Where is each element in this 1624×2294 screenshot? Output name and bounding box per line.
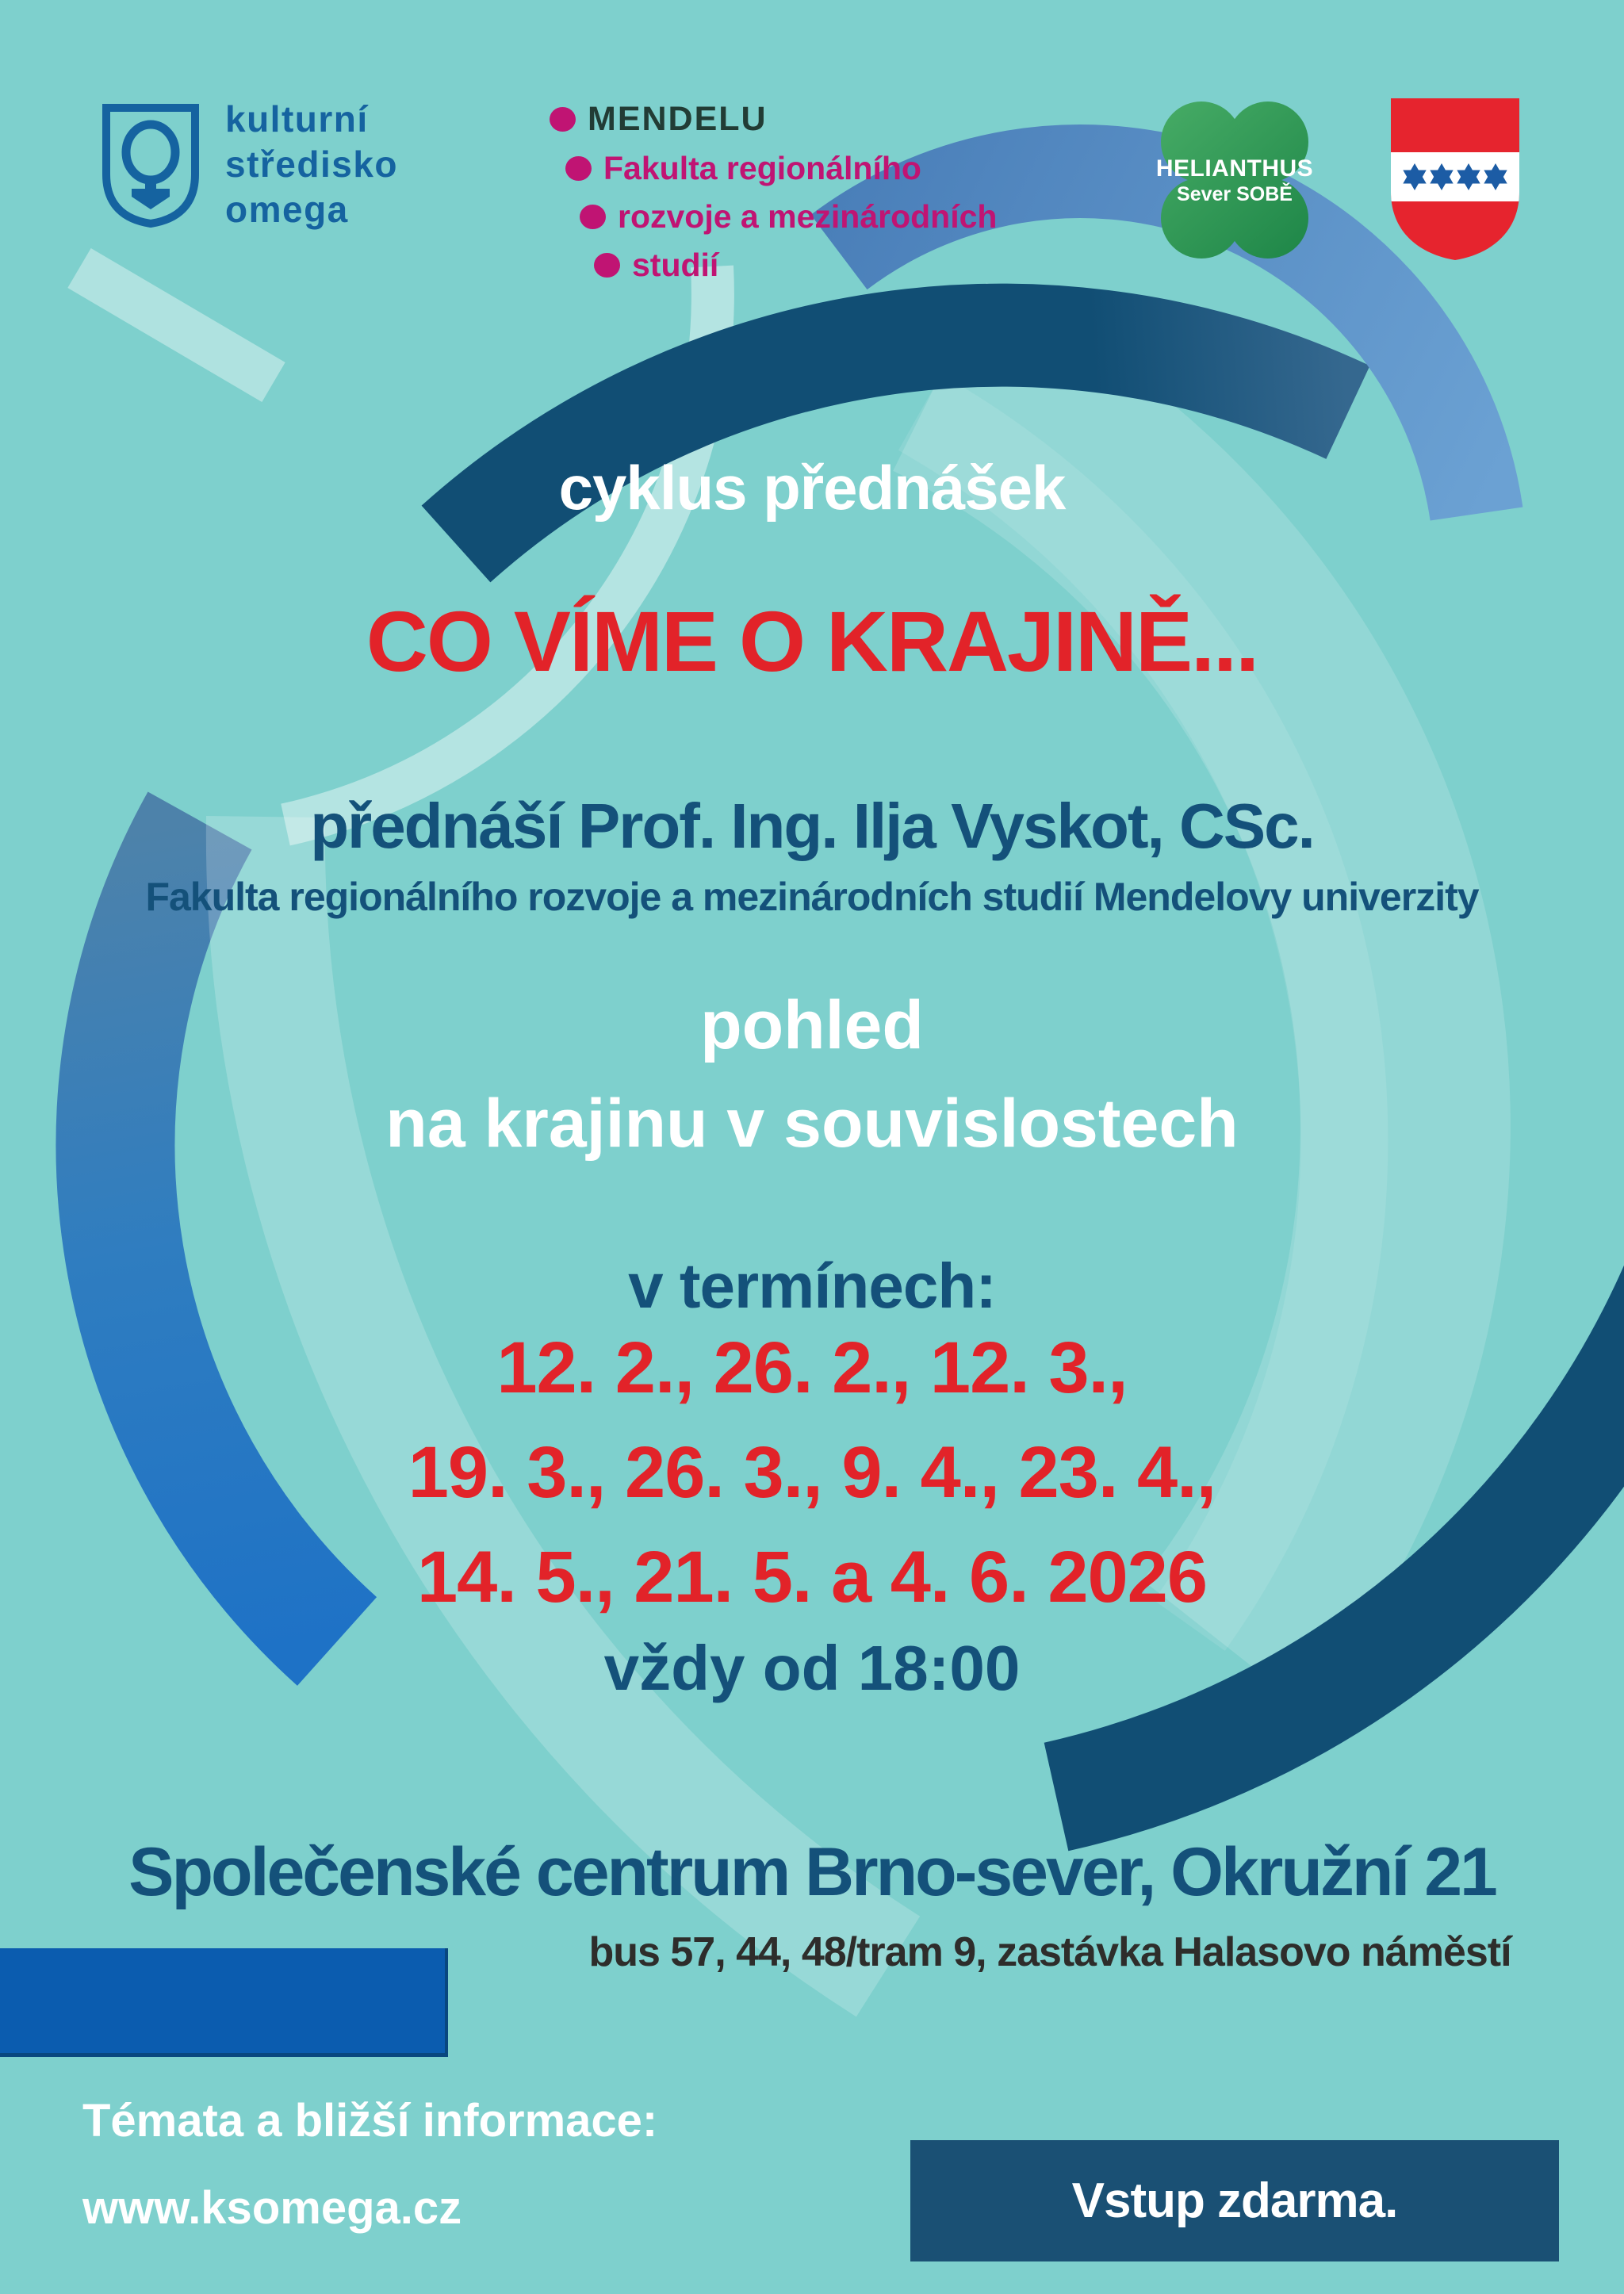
- faculty-line: Fakulta regionálního rozvoje a mezinárodních studií Mendelovy univerzity: [145, 875, 1479, 919]
- mendelu-row: [565, 150, 997, 187]
- dates-line-2: 19. 3., 26. 3., 9. 4., 23. 4.,: [408, 1432, 1216, 1513]
- helianthus-slogan: Sever SOBĚ: [1177, 182, 1293, 205]
- mendelu-label: MENDELU: [588, 100, 768, 138]
- mendelu-dot-icon: [580, 205, 606, 229]
- omega-line: omega: [225, 189, 349, 230]
- mendelu-row: [550, 100, 997, 139]
- poster-title: CO VÍME O KRAJINĚ...: [366, 593, 1258, 689]
- crest-shield-icon: [1389, 97, 1521, 263]
- website-text: www.ksomega.cz: [82, 2182, 462, 2234]
- time-note: vždy od 18:00: [603, 1633, 1021, 1703]
- info-label: Témata a bližší informace:: [82, 2095, 658, 2147]
- mendelu-label: rozvoje a mezinárodních: [618, 198, 998, 235]
- omega-line: středisko: [225, 144, 399, 185]
- omega-shield-icon: [100, 101, 201, 228]
- mendelu-dot-icon: [565, 156, 592, 181]
- venue-line: Společenské centrum Brno-sever, Okružní 21: [128, 1834, 1496, 1910]
- dates-label: v termínech:: [628, 1250, 996, 1321]
- mendelu-label: studií: [632, 247, 719, 283]
- dates-line-3: 14. 5., 21. 5. a 4. 6. 2026: [416, 1537, 1207, 1618]
- helianthus-text: [1155, 98, 1314, 263]
- admission-box: [910, 2140, 1559, 2261]
- helianthus-logo: [1155, 98, 1314, 263]
- mendelu-row: [580, 198, 997, 236]
- mendelu-label: Fakulta regionálního: [603, 150, 921, 186]
- admission-text: Vstup zdarma.: [1071, 2173, 1398, 2228]
- pale-topleft-strip: [79, 268, 274, 382]
- brno-sever-crest: [1389, 97, 1521, 267]
- dates-line-1: 12. 2., 26. 2., 12. 3.,: [496, 1327, 1128, 1408]
- kicker: cyklus přednášek: [558, 453, 1066, 523]
- subtitle-line-1: pohled: [700, 987, 924, 1063]
- omega-logo: [100, 97, 398, 232]
- mendelu-row: [594, 247, 997, 284]
- omega-line: kulturní: [225, 98, 369, 140]
- speaker-line: přednáší Prof. Ing. Ilja Vyskot, CSc.: [310, 791, 1314, 861]
- helianthus-name: HELIANTHUS: [1155, 155, 1314, 182]
- mendelu-dot-icon: [594, 253, 620, 278]
- subtitle-line-2: na krajinu v souvislostech: [385, 1086, 1239, 1162]
- blue-accent-bar: [0, 1948, 448, 2057]
- mendelu-logo: [550, 100, 997, 295]
- omega-logo-text: [225, 97, 398, 232]
- mendelu-dot-icon: [550, 107, 576, 132]
- transport-line: bus 57, 44, 48/tram 9, zastávka Halasovo náměstí: [588, 1929, 1511, 1975]
